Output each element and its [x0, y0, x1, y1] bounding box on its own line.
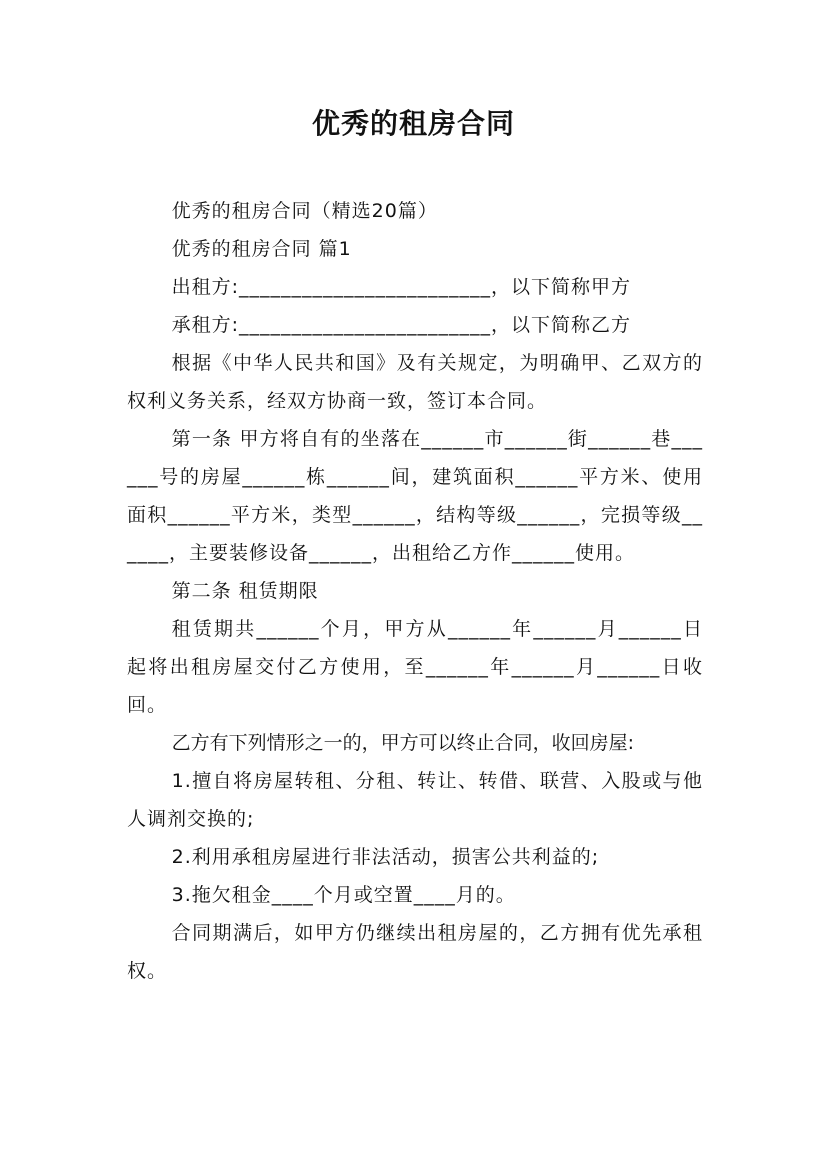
paragraph-article-2-heading: 第二条 租赁期限: [171, 580, 319, 602]
paragraph-article-1: 第一条 甲方将自有的坐落在______市______街______巷______号的房屋______栋______间，建筑面积______平方米、使用面积______平方米，类型______，结构等级______，完损等级______，主要装修设备______，出租给乙方作______使用。: [127, 428, 703, 564]
paragraph-subtitle: 优秀的租房合同（精选20篇）: [171, 200, 438, 222]
document-title: 优秀的租房合同: [311, 107, 515, 140]
paragraph-termination-intro: 乙方有下列情形之一的，甲方可以终止合同，收回房屋:: [171, 732, 635, 754]
paragraph-lessor: 出租方:________________________，以下简称甲方: [171, 276, 632, 298]
paragraph-section-heading: 优秀的租房合同 篇1: [171, 238, 352, 260]
paragraph-renewal-priority: 合同期满后，如甲方仍继续出租房屋的，乙方拥有优先承租权。: [127, 922, 703, 982]
paragraph-lessee: 承租方:________________________，以下简称乙方: [171, 314, 632, 336]
paragraph-termination-1: 1.擅自将房屋转租、分租、转让、转借、联营、入股或与他人调剂交换的;: [127, 770, 703, 830]
paragraph-preamble: 根据《中华人民共和国》及有关规定，为明确甲、乙双方的权利义务关系，经双方协商一致，签订本合同。: [127, 352, 703, 412]
document-body: [127, 192, 703, 990]
paragraph-termination-3: 3.拖欠租金____个月或空置____月的。: [171, 884, 516, 906]
paragraph-lease-term: 租赁期共______个月，甲方从______年______月______日起将出租房屋交付乙方使用，至______年______月______日收回。: [127, 618, 703, 716]
paragraph-termination-2: 2.利用承租房屋进行非法活动，损害公共利益的;: [171, 846, 600, 868]
